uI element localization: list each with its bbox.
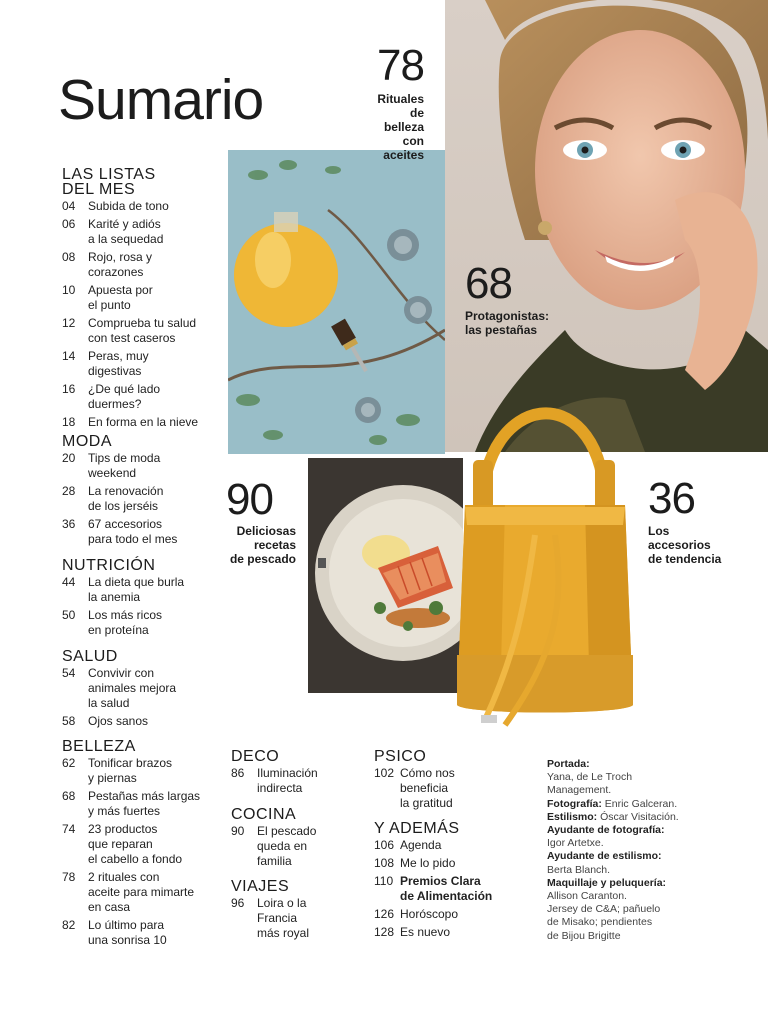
fish-dish-photo [308,458,463,693]
credit-label: Ayudante de estilismo: [547,850,662,863]
section-heading: VIAJES [231,878,290,895]
oil-bottle-photo [228,150,445,454]
toc-item[interactable]: 04 Subida de tono [62,199,169,213]
feature-number: 68 [465,259,512,308]
section-listas [62,167,222,430]
section-heading: PSICO [374,748,427,765]
toc-item[interactable]: 28 La renovación de los jerséis [62,484,164,513]
section-belleza [62,739,222,948]
toc-item[interactable]: 58 Ojos sanos [62,714,149,728]
feature-number: 90 [226,475,273,524]
cover-credits: Portada: Yana, de Le Troch Management. Fotografía: Enric Galceran. Estilismo: Óscar Visitación. Ayudante de fotografía: Igor Artetxe. Ayudante de estilismo: Berta Blanch. Maquillaje y peluquería: Allison Caranton. Jersey de C&A; pañuelo de Misako; pendientes de Bijou Brigitte [547,758,679,942]
section-heading: MODA [62,433,112,450]
feature-78 [360,41,424,162]
toc-item[interactable]: 78 2 rituales con aceite para mimarte en casa [62,870,195,914]
feature-caption-line: accesorios [648,538,711,552]
section-cocina [231,807,361,869]
toc-item[interactable]: 96 Loira o la Francia más royal [231,896,310,940]
feature-caption-line: Protagonistas: [465,309,550,323]
toc-item[interactable]: 06 Karité y adiós a la sequedad [62,217,164,246]
toc-item[interactable]: 68 Pestañas más largas y más fuertes [62,789,201,818]
feature-caption-line: belleza con [383,120,424,148]
feature-caption-line: aceites [383,148,424,162]
feature-caption-line: recetas [253,538,296,552]
toc-item[interactable]: 12 Comprueba tu salud con test caseros [62,316,197,345]
toc-item[interactable]: 90 El pescado queda en familia [231,824,317,868]
feature-caption-line: las pestañas [465,323,538,337]
section-heading: NUTRICIÓN [62,557,156,574]
toc-item[interactable]: 50 Los más ricos en proteína [62,608,163,637]
yellow-handbag-photo [445,385,645,730]
toc-item[interactable]: 18 En forma en la nieve [62,415,199,429]
feature-caption-line: de pescado [229,552,296,566]
credit-label: Portada: [547,758,590,770]
feature-number: 36 [648,474,695,523]
section-deco [231,749,361,796]
toc-item[interactable]: 08 Rojo, rosa y corazones [62,250,153,279]
section-salud [62,649,222,729]
toc-item[interactable]: 108 Me lo pido [374,856,456,870]
section-viajes [231,879,361,941]
section-heading: SALUD [62,648,118,665]
section-heading: Y ADEMÁS [374,820,460,837]
feature-36 [648,474,763,566]
toc-item[interactable]: 106 Agenda [374,838,442,852]
toc-item[interactable]: 74 23 productos que reparan el cabello a fondo [62,822,183,866]
toc-item[interactable]: 62 Tonificar brazos y piernas [62,756,173,785]
section-heading: DECO [231,748,280,765]
toc-item[interactable]: 44 La dieta que burla la anemia [62,575,185,604]
section-heading: LAS LISTAS DEL MES [62,166,156,198]
toc-item[interactable]: 36 67 accesorios para todo el mes [62,517,178,546]
feature-caption-line: Rituales de [377,92,424,120]
toc-item[interactable]: 16 ¿De qué lado duermes? [62,382,161,411]
feature-90 [226,475,296,566]
section-psico [374,749,534,811]
toc-item[interactable]: 126 Horóscopo [374,907,459,921]
toc-item[interactable]: 102 Cómo nos beneficia la gratitud [374,766,455,810]
toc-item[interactable]: 82 Lo último para una sonrisa 10 [62,918,167,947]
toc-item[interactable]: 128 Es nuevo [374,925,451,939]
toc-item-featured[interactable]: 110 Premios Clara de Alimentación [374,874,493,903]
toc-item[interactable]: 14 Peras, muy digestivas [62,349,149,378]
section-ademas [374,821,534,940]
section-nutricion [62,558,222,638]
credit-label: Maquillaje y peluquería: [547,876,667,889]
section-moda [62,434,222,547]
credit-label: Ayudante de fotografía: [547,824,665,837]
section-heading: BELLEZA [62,738,136,755]
toc-item[interactable]: 86 Iluminación indirecta [231,766,318,795]
credit-label: Estilismo: [547,810,598,823]
feature-caption-line: de tendencia [648,552,722,566]
toc-item[interactable]: 20 Tips de moda weekend [62,451,161,480]
toc-item[interactable]: 54 Convivir con animales mejora la salud [62,666,177,710]
credit-label: Fotografía: [547,797,602,810]
toc-item[interactable]: 10 Apuesta por el punto [62,283,153,312]
feature-caption-line: Deliciosas [236,524,296,538]
section-heading: COCINA [231,806,297,823]
page-title: Sumario [58,68,264,132]
feature-caption-line: Los [648,524,670,538]
feature-number: 78 [377,41,424,90]
feature-68 [465,259,585,337]
